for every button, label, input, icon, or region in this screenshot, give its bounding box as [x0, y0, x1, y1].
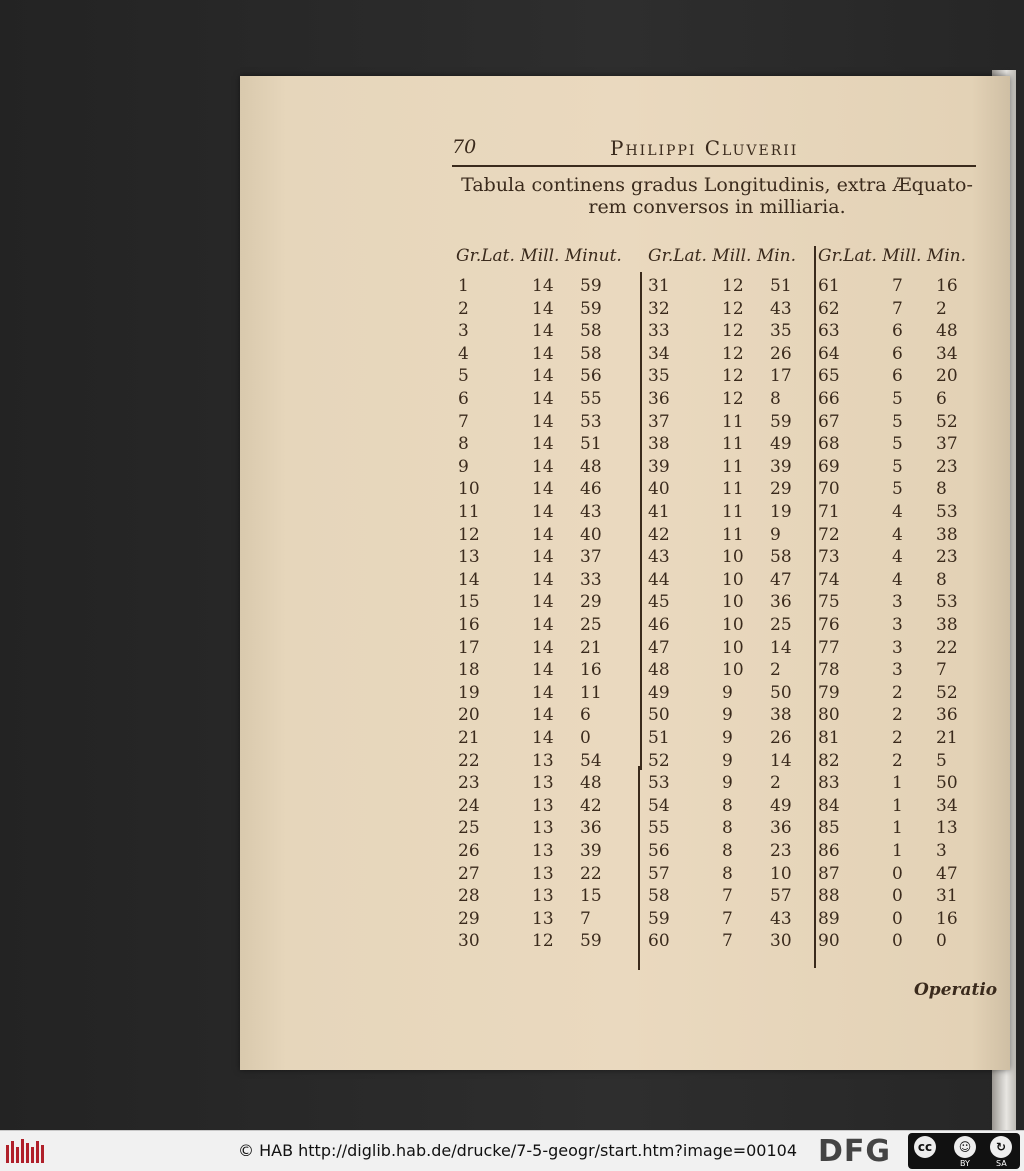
- table-cell-miles: 5: [892, 411, 903, 432]
- table-cell-miles: 4: [892, 502, 903, 522]
- table-cell-degree: 73: [818, 547, 840, 568]
- table-cell-degree: 62: [818, 298, 840, 319]
- by-icon: ☺: [954, 1136, 976, 1158]
- table-cell-degree: 59: [648, 908, 670, 929]
- table-cell-minutes: 7: [580, 908, 591, 929]
- table-cell-minutes: 34: [936, 343, 958, 364]
- table-cell-degree: 5: [458, 366, 469, 387]
- table-cell-minutes: 52: [936, 682, 958, 703]
- table-cell-minutes: 55: [580, 389, 602, 409]
- table-cell-miles: 14: [532, 524, 554, 545]
- table-cell-miles: 4: [892, 547, 903, 568]
- table-cell-minutes: 3: [936, 841, 947, 861]
- table-cell-degree: 70: [818, 479, 840, 500]
- table-cell-degree: 14: [458, 569, 480, 590]
- table-cell-degree: 37: [648, 411, 670, 432]
- table-cell-minutes: 48: [580, 773, 602, 794]
- table-cell-minutes: 57: [770, 886, 792, 907]
- table-cell-minutes: 49: [770, 795, 792, 816]
- table-cell-minutes: 48: [936, 321, 958, 342]
- table-cell-degree: 51: [648, 728, 670, 748]
- table-cell-miles: 10: [722, 660, 744, 681]
- table-cell-miles: 7: [722, 931, 733, 952]
- table-cell-miles: 10: [722, 547, 744, 568]
- table-cell-minutes: 50: [770, 682, 792, 703]
- table-cell-miles: 14: [532, 411, 554, 432]
- longitude-table: [452, 246, 982, 970]
- table-cell-degree: 78: [818, 660, 840, 681]
- table-cell-minutes: 13: [936, 818, 958, 839]
- table-cell-minutes: 8: [770, 389, 781, 409]
- table-cell-degree: 3: [458, 321, 469, 342]
- table-cell-minutes: 7: [936, 660, 947, 681]
- table-cell-minutes: 36: [770, 592, 792, 613]
- caption-line-2: rem conversos in milliaria.: [588, 196, 846, 218]
- table-cell-minutes: 46: [580, 479, 602, 500]
- table-cell-minutes: 19: [770, 502, 792, 522]
- table-cell-minutes: 31: [936, 886, 958, 907]
- table-cell-minutes: 37: [936, 434, 958, 455]
- table-cell-miles: 1: [892, 841, 903, 861]
- table-cell-minutes: 49: [770, 434, 792, 455]
- table-cell-minutes: 26: [770, 343, 792, 364]
- table-cell-miles: 14: [532, 502, 554, 522]
- table-cell-degree: 87: [818, 863, 840, 884]
- table-cell-degree: 10: [458, 479, 480, 500]
- table-cell-minutes: 59: [580, 931, 602, 952]
- table-cell-miles: 8: [722, 818, 733, 839]
- table-cell-minutes: 47: [770, 569, 792, 590]
- table-cell-minutes: 56: [580, 366, 602, 387]
- table-cell-minutes: 2: [770, 660, 781, 681]
- table-cell-minutes: 40: [580, 524, 602, 545]
- table-cell-miles: 12: [722, 276, 744, 296]
- table-cell-degree: 31: [648, 276, 670, 296]
- table-cell-minutes: 16: [580, 660, 602, 681]
- table-cell-degree: 49: [648, 682, 670, 703]
- table-cell-minutes: 30: [770, 931, 792, 952]
- table-cell-degree: 46: [648, 615, 670, 635]
- table-cell-miles: 9: [722, 682, 733, 703]
- table-cell-miles: 14: [532, 343, 554, 364]
- table-cell-miles: 13: [532, 863, 554, 884]
- table-cell-degree: 85: [818, 818, 840, 839]
- table-cell-degree: 58: [648, 886, 670, 907]
- table-cell-degree: 47: [648, 637, 670, 658]
- table-cell-miles: 2: [892, 682, 903, 703]
- table-cell-degree: 23: [458, 773, 480, 794]
- table-cell-miles: 10: [722, 637, 744, 658]
- table-cell-minutes: 9: [770, 524, 781, 545]
- table-cell-minutes: 33: [580, 569, 602, 590]
- running-title: Philippi Cluverii: [610, 136, 799, 160]
- table-cell-minutes: 21: [580, 637, 602, 658]
- table-cell-degree: 34: [648, 343, 670, 364]
- table-cell-degree: 18: [458, 660, 480, 681]
- table-cell-miles: 10: [722, 615, 744, 635]
- table-cell-degree: 9: [458, 456, 469, 477]
- table-cell-degree: 38: [648, 434, 670, 455]
- table-cell-miles: 14: [532, 298, 554, 319]
- table-cell-degree: 75: [818, 592, 840, 613]
- table-cell-degree: 63: [818, 321, 840, 342]
- table-cell-minutes: 22: [936, 637, 958, 658]
- table-cell-degree: 77: [818, 637, 840, 658]
- table-cell-miles: 3: [892, 660, 903, 681]
- table-cell-miles: 9: [722, 773, 733, 794]
- table-cell-minutes: 23: [936, 547, 958, 568]
- table-cell-minutes: 20: [936, 366, 958, 387]
- table-cell-minutes: 34: [936, 795, 958, 816]
- table-cell-miles: 7: [892, 276, 903, 296]
- table-cell-minutes: 17: [770, 366, 792, 387]
- table-cell-degree: 55: [648, 818, 670, 839]
- column-header-2: Gr.Lat. Mill. Min.: [648, 246, 797, 266]
- table-cell-degree: 48: [648, 660, 670, 681]
- table-cell-minutes: 21: [936, 728, 958, 748]
- table-cell-minutes: 43: [580, 502, 602, 522]
- table-cell-miles: 14: [532, 547, 554, 568]
- table-cell-degree: 15: [458, 592, 480, 613]
- table-cell-degree: 42: [648, 524, 670, 545]
- table-cell-miles: 8: [722, 795, 733, 816]
- table-cell-miles: 14: [532, 660, 554, 681]
- caption-line-1: Tabula continens gradus Longitudinis, extra Æquato-: [461, 174, 973, 196]
- table-cell-miles: 1: [892, 795, 903, 816]
- table-cell-degree: 1: [458, 276, 469, 296]
- table-cell-degree: 27: [458, 863, 480, 884]
- table-cell-degree: 56: [648, 841, 670, 861]
- table-cell-minutes: 59: [770, 411, 792, 432]
- table-cell-degree: 22: [458, 750, 480, 771]
- column-divider-1: [640, 272, 642, 770]
- table-cell-minutes: 53: [936, 592, 958, 613]
- copyright-link[interactable]: © HAB http://diglib.hab.de/drucke/7-5-geogr/start.htm?image=00104: [238, 1141, 798, 1160]
- table-cell-degree: 79: [818, 682, 840, 703]
- footer-bar: [0, 1130, 1024, 1171]
- table-cell-degree: 52: [648, 750, 670, 771]
- table-cell-miles: 7: [722, 908, 733, 929]
- table-cell-miles: 14: [532, 366, 554, 387]
- table-cell-miles: 12: [532, 931, 554, 952]
- table-cell-miles: 11: [722, 411, 744, 432]
- table-cell-miles: 6: [892, 343, 903, 364]
- dfg-logo: DFG: [818, 1134, 892, 1169]
- table-cell-minutes: 0: [580, 728, 591, 748]
- table-cell-minutes: 58: [580, 343, 602, 364]
- table-cell-miles: 0: [892, 931, 903, 952]
- table-cell-minutes: 14: [770, 750, 792, 771]
- table-cell-degree: 19: [458, 682, 480, 703]
- table-cell-minutes: 51: [580, 434, 602, 455]
- table-cell-degree: 35: [648, 366, 670, 387]
- table-cell-degree: 64: [818, 343, 840, 364]
- table-cell-degree: 16: [458, 615, 480, 635]
- table-cell-miles: 5: [892, 456, 903, 477]
- table-cell-degree: 39: [648, 456, 670, 477]
- table-cell-miles: 6: [892, 366, 903, 387]
- table-cell-minutes: 8: [936, 479, 947, 500]
- table-cell-miles: 6: [892, 321, 903, 342]
- table-cell-minutes: 39: [770, 456, 792, 477]
- table-cell-miles: 13: [532, 773, 554, 794]
- table-cell-degree: 4: [458, 343, 469, 364]
- table-cell-miles: 11: [722, 456, 744, 477]
- table-cell-minutes: 38: [936, 615, 958, 635]
- table-cell-minutes: 22: [580, 863, 602, 884]
- table-cell-degree: 6: [458, 389, 469, 409]
- table-cell-miles: 13: [532, 841, 554, 861]
- table-cell-minutes: 53: [936, 502, 958, 522]
- table-cell-degree: 43: [648, 547, 670, 568]
- sa-icon: ↻: [990, 1136, 1012, 1158]
- table-cell-degree: 76: [818, 615, 840, 635]
- table-cell-minutes: 36: [770, 818, 792, 839]
- table-cell-miles: 14: [532, 276, 554, 296]
- table-cell-miles: 0: [892, 886, 903, 907]
- table-cell-minutes: 52: [936, 411, 958, 432]
- table-cell-degree: 7: [458, 411, 469, 432]
- column-divider-2: [814, 246, 816, 968]
- table-cell-degree: 83: [818, 773, 840, 794]
- table-cell-minutes: 38: [770, 705, 792, 726]
- table-cell-miles: 8: [722, 841, 733, 861]
- table-cell-minutes: 35: [770, 321, 792, 342]
- table-cell-degree: 82: [818, 750, 840, 771]
- table-cell-minutes: 2: [936, 298, 947, 319]
- table-cell-degree: 44: [648, 569, 670, 590]
- table-cell-minutes: 42: [580, 795, 602, 816]
- table-cell-degree: 30: [458, 931, 480, 952]
- table-cell-minutes: 59: [580, 298, 602, 319]
- table-cell-minutes: 58: [580, 321, 602, 342]
- table-cell-degree: 66: [818, 389, 840, 409]
- table-cell-degree: 68: [818, 434, 840, 455]
- table-cell-miles: 1: [892, 773, 903, 794]
- cc-license-badge[interactable]: [908, 1133, 1020, 1169]
- table-cell-degree: 71: [818, 502, 840, 522]
- table-cell-minutes: 6: [936, 389, 947, 409]
- table-cell-miles: 1: [892, 818, 903, 839]
- table-cell-degree: 74: [818, 569, 840, 590]
- table-cell-minutes: 5: [936, 750, 947, 771]
- cc-icon: cc: [914, 1136, 936, 1158]
- header-rule: [452, 165, 976, 167]
- table-cell-degree: 90: [818, 931, 840, 952]
- table-cell-minutes: 51: [770, 276, 792, 296]
- table-cell-minutes: 39: [580, 841, 602, 861]
- table-cell-miles: 7: [722, 886, 733, 907]
- table-caption: [452, 174, 982, 218]
- table-cell-degree: 84: [818, 795, 840, 816]
- table-cell-degree: 25: [458, 818, 480, 839]
- table-cell-miles: 14: [532, 615, 554, 635]
- table-cell-miles: 12: [722, 321, 744, 342]
- table-cell-minutes: 54: [580, 750, 602, 771]
- table-cell-minutes: 2: [770, 773, 781, 794]
- table-cell-miles: 4: [892, 524, 903, 545]
- table-cell-degree: 57: [648, 863, 670, 884]
- table-cell-miles: 3: [892, 615, 903, 635]
- table-cell-minutes: 26: [770, 728, 792, 748]
- table-cell-miles: 13: [532, 818, 554, 839]
- table-cell-degree: 60: [648, 931, 670, 952]
- table-cell-minutes: 47: [936, 863, 958, 884]
- table-cell-miles: 13: [532, 886, 554, 907]
- table-cell-degree: 50: [648, 705, 670, 726]
- table-cell-miles: 2: [892, 705, 903, 726]
- table-cell-minutes: 16: [936, 276, 958, 296]
- table-cell-minutes: 6: [580, 705, 591, 726]
- table-cell-minutes: 38: [936, 524, 958, 545]
- table-cell-minutes: 11: [580, 682, 602, 703]
- table-cell-miles: 5: [892, 389, 903, 409]
- table-cell-degree: 29: [458, 908, 480, 929]
- hab-logo-icon: [4, 1137, 46, 1165]
- table-cell-degree: 45: [648, 592, 670, 613]
- page-number: 70: [452, 136, 477, 158]
- column-divider-1-lower: [638, 766, 640, 970]
- table-cell-minutes: 23: [770, 841, 792, 861]
- table-cell-miles: 14: [532, 389, 554, 409]
- table-cell-minutes: 48: [580, 456, 602, 477]
- table-cell-miles: 10: [722, 592, 744, 613]
- table-cell-miles: 13: [532, 795, 554, 816]
- table-cell-miles: 11: [722, 502, 744, 522]
- table-cell-miles: 11: [722, 524, 744, 545]
- table-cell-degree: 41: [648, 502, 670, 522]
- table-cell-miles: 11: [722, 479, 744, 500]
- table-cell-miles: 9: [722, 750, 733, 771]
- table-cell-degree: 17: [458, 637, 480, 658]
- table-cell-miles: 14: [532, 682, 554, 703]
- table-cell-miles: 2: [892, 728, 903, 748]
- table-cell-degree: 21: [458, 728, 480, 748]
- table-cell-degree: 80: [818, 705, 840, 726]
- table-cell-miles: 10: [722, 569, 744, 590]
- table-cell-degree: 53: [648, 773, 670, 794]
- table-cell-degree: 26: [458, 841, 480, 861]
- table-cell-degree: 54: [648, 795, 670, 816]
- column-header-3: Gr.Lat. Mill. Min.: [818, 246, 967, 266]
- table-cell-minutes: 43: [770, 298, 792, 319]
- table-cell-miles: 12: [722, 389, 744, 409]
- table-cell-miles: 3: [892, 592, 903, 613]
- table-cell-degree: 40: [648, 479, 670, 500]
- table-cell-miles: 3: [892, 637, 903, 658]
- table-cell-degree: 65: [818, 366, 840, 387]
- table-cell-miles: 12: [722, 343, 744, 364]
- table-cell-miles: 14: [532, 637, 554, 658]
- table-cell-degree: 81: [818, 728, 840, 748]
- table-cell-minutes: 16: [936, 908, 958, 929]
- table-cell-minutes: 10: [770, 863, 792, 884]
- table-cell-miles: 0: [892, 908, 903, 929]
- table-cell-miles: 13: [532, 908, 554, 929]
- table-cell-miles: 12: [722, 366, 744, 387]
- table-cell-degree: 13: [458, 547, 480, 568]
- table-cell-miles: 9: [722, 705, 733, 726]
- table-cell-miles: 12: [722, 298, 744, 319]
- table-cell-minutes: 37: [580, 547, 602, 568]
- table-cell-miles: 14: [532, 479, 554, 500]
- table-cell-degree: 86: [818, 841, 840, 861]
- table-cell-miles: 0: [892, 863, 903, 884]
- table-cell-miles: 11: [722, 434, 744, 455]
- table-cell-minutes: 15: [580, 886, 602, 907]
- table-cell-minutes: 0: [936, 931, 947, 952]
- table-cell-degree: 2: [458, 298, 469, 319]
- table-cell-minutes: 25: [580, 615, 602, 635]
- table-cell-degree: 88: [818, 886, 840, 907]
- table-cell-miles: 5: [892, 479, 903, 500]
- table-cell-miles: 2: [892, 750, 903, 771]
- table-cell-miles: 14: [532, 456, 554, 477]
- table-cell-minutes: 29: [770, 479, 792, 500]
- table-cell-minutes: 59: [580, 276, 602, 296]
- table-cell-minutes: 53: [580, 411, 602, 432]
- table-cell-miles: 14: [532, 321, 554, 342]
- table-cell-degree: 28: [458, 886, 480, 907]
- table-cell-degree: 72: [818, 524, 840, 545]
- column-header-1: Gr.Lat. Mill. Minut.: [456, 246, 622, 266]
- table-cell-degree: 8: [458, 434, 469, 455]
- table-cell-degree: 89: [818, 908, 840, 929]
- table-cell-minutes: 23: [936, 456, 958, 477]
- table-cell-degree: 12: [458, 524, 480, 545]
- table-cell-degree: 11: [458, 502, 480, 522]
- table-cell-miles: 14: [532, 569, 554, 590]
- table-cell-degree: 67: [818, 411, 840, 432]
- catchword: Operatio: [914, 980, 998, 1000]
- table-cell-minutes: 25: [770, 615, 792, 635]
- table-cell-minutes: 58: [770, 547, 792, 568]
- table-cell-degree: 20: [458, 705, 480, 726]
- table-cell-minutes: 36: [936, 705, 958, 726]
- table-cell-degree: 69: [818, 456, 840, 477]
- table-cell-minutes: 36: [580, 818, 602, 839]
- table-cell-miles: 14: [532, 728, 554, 748]
- table-cell-minutes: 8: [936, 569, 947, 590]
- table-cell-minutes: 29: [580, 592, 602, 613]
- table-cell-minutes: 43: [770, 908, 792, 929]
- table-cell-minutes: 50: [936, 773, 958, 794]
- table-cell-miles: 8: [722, 863, 733, 884]
- table-cell-degree: 24: [458, 795, 480, 816]
- table-cell-miles: 7: [892, 298, 903, 319]
- table-cell-degree: 36: [648, 389, 670, 409]
- table-cell-miles: 14: [532, 705, 554, 726]
- by-label: BY: [960, 1159, 970, 1168]
- table-cell-degree: 33: [648, 321, 670, 342]
- table-cell-miles: 5: [892, 434, 903, 455]
- table-cell-minutes: 14: [770, 637, 792, 658]
- table-cell-degree: 61: [818, 276, 840, 296]
- table-cell-miles: 9: [722, 728, 733, 748]
- sa-label: SA: [996, 1159, 1007, 1168]
- table-cell-miles: 14: [532, 434, 554, 455]
- table-cell-miles: 14: [532, 592, 554, 613]
- table-cell-miles: 4: [892, 569, 903, 590]
- table-cell-degree: 32: [648, 298, 670, 319]
- table-cell-miles: 13: [532, 750, 554, 771]
